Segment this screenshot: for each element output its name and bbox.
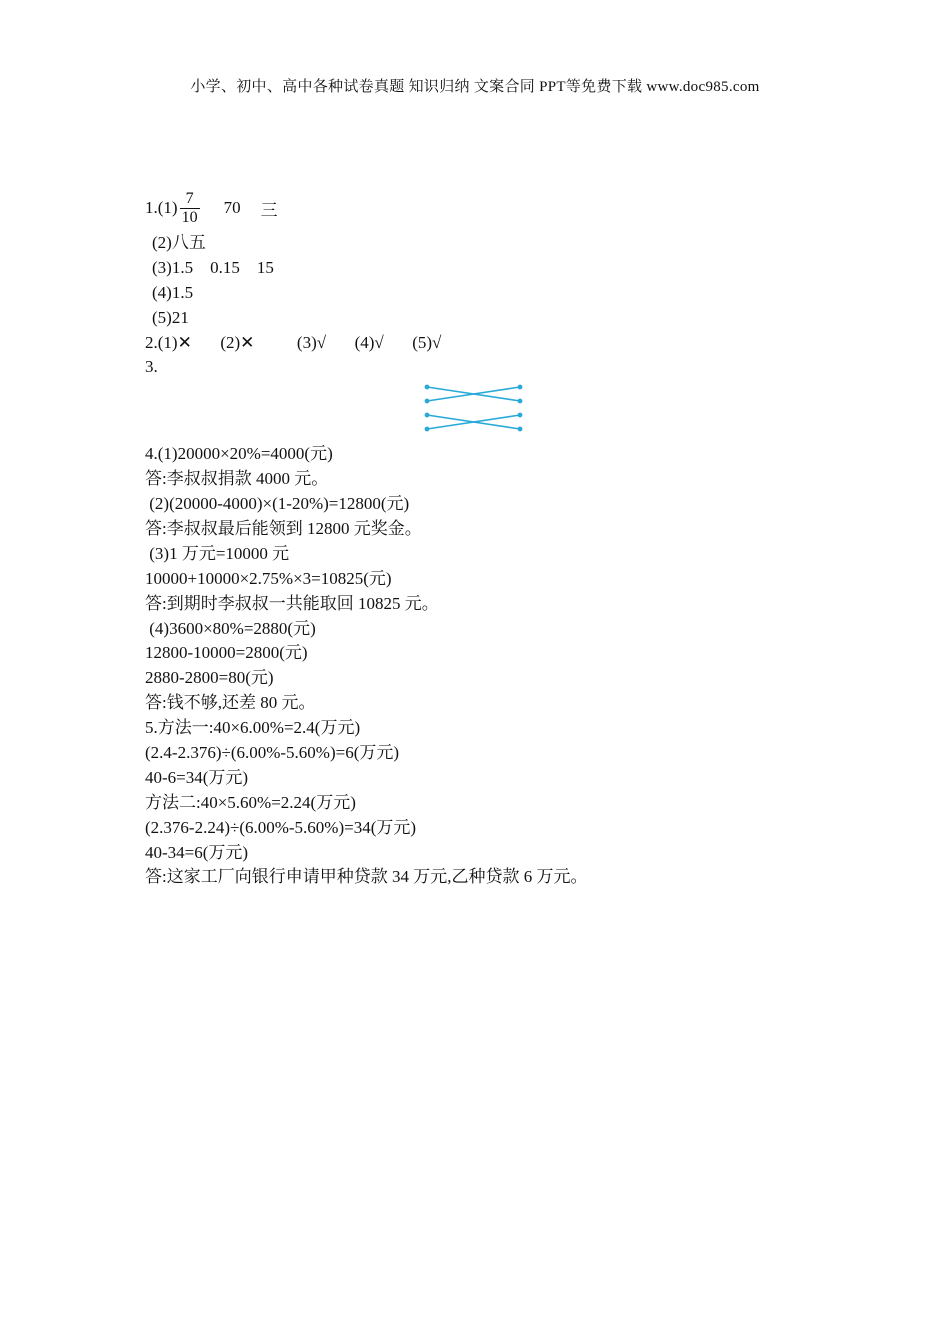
- q2-answer-4: (4)√: [354, 332, 384, 352]
- q4-line: 10000+10000×2.75%×3=10825(元): [145, 568, 392, 588]
- q1-item: (5)21: [152, 307, 189, 327]
- match-dot: [425, 399, 430, 404]
- q5-line: (2.4-2.376)÷(6.00%-5.60%)=6(万元): [145, 743, 400, 763]
- q2-answer-1: 2.(1)✕: [145, 332, 192, 352]
- q1-item: (2)八五: [152, 233, 206, 252]
- q4-line: 4.(1)20000×20%=4000(元): [145, 444, 333, 464]
- q5-line: 40-6=34(万元): [145, 767, 249, 787]
- match-dot: [518, 399, 523, 404]
- q5-line: (2.376-2.24)÷(6.00%-5.60%)=34(万元): [145, 817, 417, 837]
- q5-line: 5.方法一:40×6.00%=2.4(万元): [145, 718, 361, 738]
- match-dot: [518, 385, 523, 390]
- q4-line: (4)3600×80%=2880(元): [145, 618, 316, 638]
- match-dot: [425, 413, 430, 418]
- q4-line: 2880-2800=80(元): [145, 668, 274, 688]
- q4-line: 答:到期时李叔叔一共能取回 10825 元。: [145, 593, 439, 613]
- q1-item: (3)1.5 0.15 15: [152, 257, 274, 277]
- q1-prefix: 1.(1): [145, 198, 178, 217]
- match-dot: [518, 427, 523, 432]
- q4-line: (2)(20000-4000)×(1-20%)=12800(元): [145, 494, 410, 514]
- q5-line: 答:这家工厂向银行申请甲种贷款 34 万元,乙种贷款 6 万元。: [145, 867, 588, 887]
- fraction-denominator: 10: [181, 208, 198, 226]
- q5-line: 方法二:40×5.60%=2.24(万元): [145, 792, 356, 812]
- fraction-numerator: 7: [185, 189, 194, 207]
- q5-line: 40-34=6(万元): [145, 842, 249, 862]
- q4-line: (3)1 万元=10000 元: [145, 543, 290, 563]
- match-dot: [425, 427, 430, 432]
- q4-line: 12800-10000=2800(元): [145, 643, 308, 663]
- q2-line: [145, 331, 845, 356]
- matching-diagram-area: [145, 380, 845, 442]
- q2-answer-2: (2)✕: [220, 332, 255, 352]
- match-dot: [518, 413, 523, 418]
- q2-answer-5: (5)√: [412, 332, 442, 352]
- q4-line: 答:李叔叔最后能领到 12800 元奖金。: [145, 519, 422, 539]
- answer-content: [145, 185, 845, 890]
- match-dot: [425, 385, 430, 390]
- fraction: [180, 190, 200, 227]
- matching-diagram: [422, 384, 527, 436]
- q4-line: 答:钱不够,还差 80 元。: [145, 693, 316, 713]
- q3-label: 3.: [145, 357, 158, 377]
- q1-value-a: 70: [223, 198, 241, 217]
- q1-line-1: [145, 185, 845, 231]
- q1-item: (4)1.5: [152, 282, 194, 302]
- q2-answer-3: (3)√: [296, 332, 327, 352]
- q1-value-b: 三: [260, 200, 278, 220]
- q4-line: 答:李叔叔捐款 4000 元。: [145, 469, 329, 489]
- page-header: 小学、初中、高中各种试卷真题 知识归纳 文案合同 PPT等免费下载 www.doc985.com: [190, 79, 760, 95]
